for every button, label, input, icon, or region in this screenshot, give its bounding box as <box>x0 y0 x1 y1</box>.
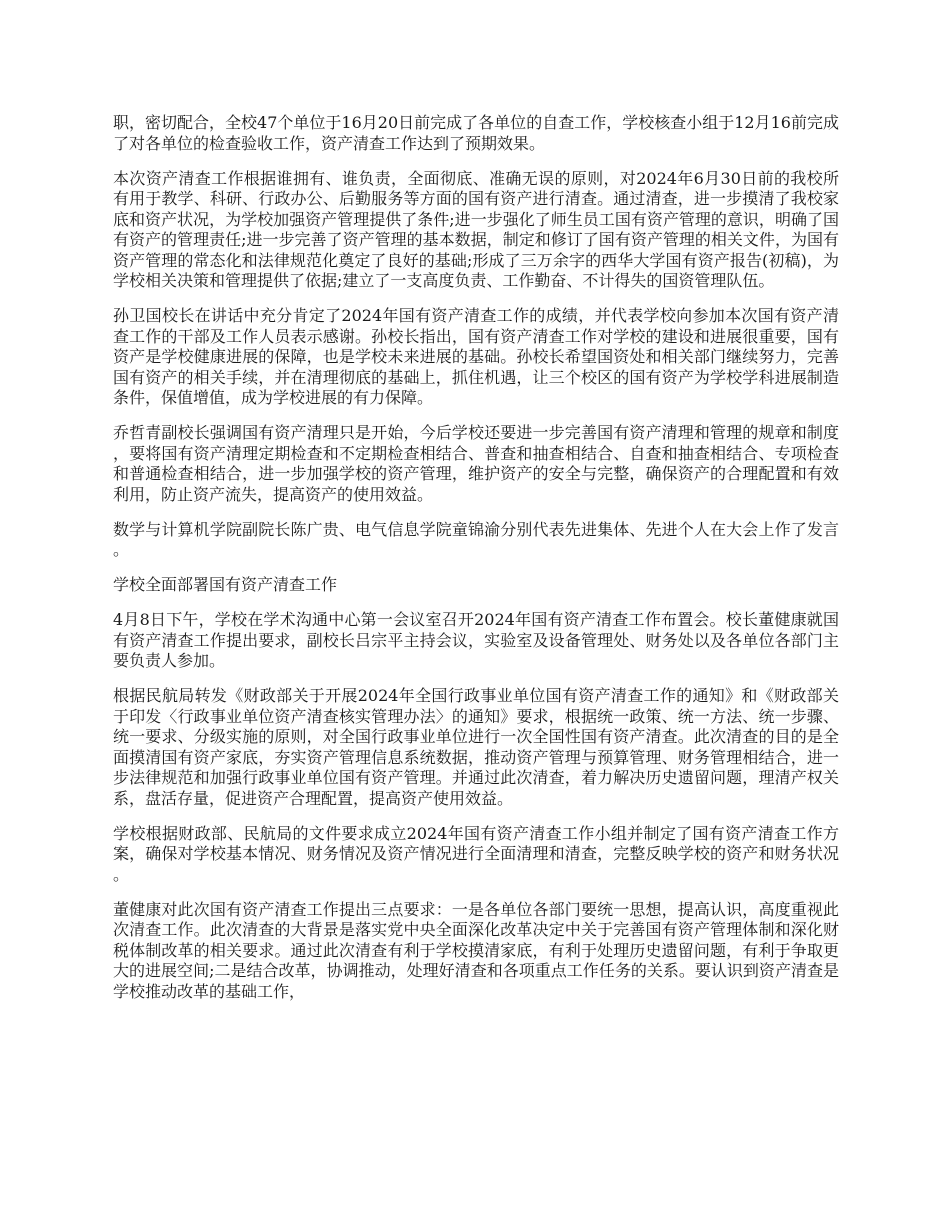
paragraph-8: 根据民航局转发《财政部关于开展2024年全国行政事业单位国有资产清查工作的通知》和《财政部关于印发〈行政事业单位资产清查核实管理办法〉的通知》要求，根据统一政策、统一方法、统一步骤、统一要求、分级实施的原则，对全国行政事业单位进行一次全国性国有资产清查。此次清查的目的是全面摸清国有资产家底，夯实资产管理信息系统数据，推动资产管理与预算管理、财务管理相结合，进一步法律规范和加强行政事业单位国有资产管理。并通过此次清查，着力解决历史遗留问题，理清产权关系，盘活存量，促进资产合理配置，提高资产使用效益。 <box>113 686 839 808</box>
document-body <box>113 113 839 1017</box>
paragraph-10: 董健康对此次国有资产清查工作提出三点要求：一是各单位各部门要统一思想，提高认识，高度重视此次清查工作。此次清查的大背景是落实党中央全面深化改革决定中关于完善国有资产管理体制和深化财税体制改革的相关要求。通过此次清查有利于学校摸清家底，有利于处理历史遗留问题，有利于争取更大的进展空间;二是结合改革，协调推动，处理好清查和各项重点工作任务的关系。要认识到资产清查是学校推动改革的基础工作， <box>113 899 839 1001</box>
paragraph-1: 职，密切配合，全校47个单位于16月20日前完成了各单位的自查工作，学校核查小组于12月16前完成了对各单位的检查验收工作，资产清查工作达到了预期效果。 <box>113 113 839 153</box>
section-heading: 学校全面部署国有资产清查工作 <box>113 575 338 594</box>
paragraph-3: 孙卫国校长在讲话中充分肯定了2024年国有资产清查工作的成绩，并代表学校向参加本次国有资产清查工作的干部及工作人员表示感谢。孙校长指出，国有资产清查工作对学校的建设和进展很重要，国有资产是学校健康进展的保障，也是学校未来进展的基础。孙校长希望国资处和相关部门继续努力，完善国有资产的相关手续，并在清理彻底的基础上，抓住机遇，让三个校区的国有资产为学校学科进展制造条件，保值增值，成为学校进展的有力保障。 <box>113 306 839 407</box>
paragraph-9: 学校根据财政部、民航局的文件要求成立2024年国有资产清查工作小组并制定了国有资产清查工作方案，确保对学校基本情况、财务情况及资产情况进行全面清理和清查，完整反映学校的资产和财务状况。 <box>113 823 839 884</box>
paragraph-4: 乔哲青副校长强调国有资产清理只是开始，今后学校还要进一步完善国有资产清理和管理的规章和制度，要将国有资产清理定期检查和不定期检查相结合、普查和抽查相结合、自查和抽查相结合、专项检查和普通检查相结合，进一步加强学校的资产管理，维护资产的安全与完整，确保资产的合理配置和有效利用，防止资产流失，提高资产的使用效益。 <box>113 423 839 504</box>
paragraph-2: 本次资产清查工作根据谁拥有、谁负责，全面彻底、准确无误的原则，对2024年6月30日前的我校所有用于教学、科研、行政办公、后勤服务等方面的国有资产进行清查。通过清查，进一步摸清了我校家底和资产状况，为学校加强资产管理提供了条件;进一步强化了师生员工国有资产管理的意识，明确了国有资产的管理责任;进一步完善了资产管理的基本数据，制定和修订了国有资产管理的相关文件，为国有资产管理的常态化和法律规范化奠定了良好的基础;形成了三万余字的西华大学国有资产报告(初稿)，为学校相关决策和管理提供了依据;建立了一支高度负责、工作勤奋、不计得失的国资管理队伍。 <box>113 168 839 290</box>
paragraph-7: 4月8日下午，学校在学术沟通中心第一会议室召开2024年国有资产清查工作布置会。校长董健康就国有资产清查工作提出要求，副校长吕宗平主持会议，实验室及设备管理处、财务处以及各单位各部门主要负责人参加。 <box>113 610 839 670</box>
paragraph-5: 数学与计算机学院副院长陈广贵、电气信息学院童锦渝分别代表先进集体、先进个人在大会上作了发言。 <box>113 519 839 559</box>
